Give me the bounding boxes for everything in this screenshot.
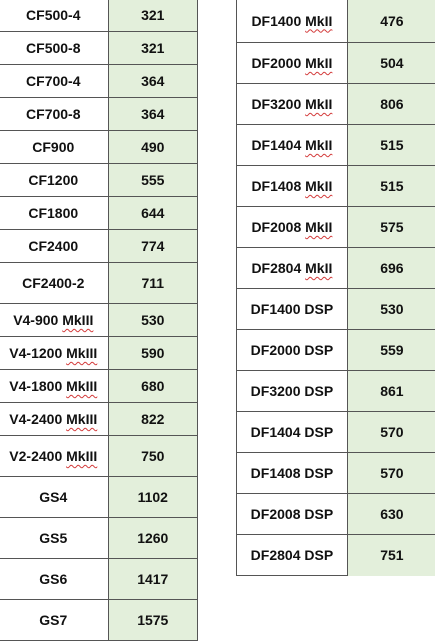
- model-value-cell: 1417: [108, 559, 197, 600]
- spellcheck-underline: MkIII: [66, 345, 97, 361]
- table-row: [0, 32, 198, 65]
- model-value-cell: 490: [108, 131, 197, 164]
- spellcheck-underline: MkIII: [66, 411, 97, 427]
- right-model-table-body: [237, 0, 435, 576]
- table-row: [237, 0, 435, 43]
- model-value-cell: 559: [347, 330, 435, 371]
- model-value-cell: 630: [347, 494, 435, 535]
- model-name-cell: CF700-8: [0, 98, 108, 131]
- model-name-cell: DF1404 MkII: [237, 125, 348, 166]
- model-name-cell: CF2400-2: [0, 263, 108, 304]
- model-name-cell: DF1400 MkII: [237, 0, 348, 43]
- model-name-cell: DF2000 MkII: [237, 43, 348, 84]
- model-name-cell: DF1408 MkII: [237, 166, 348, 207]
- model-value-cell: 680: [108, 370, 197, 403]
- spellcheck-underline: MkII: [305, 219, 332, 235]
- table-row: [237, 166, 435, 207]
- model-name-cell: V2-2400 MkIII: [0, 436, 108, 477]
- model-name-cell: CF700-4: [0, 65, 108, 98]
- model-value-cell: 515: [347, 125, 435, 166]
- table-row: [0, 370, 198, 403]
- model-name-cell: V4-1200 MkIII: [0, 337, 108, 370]
- table-row: [237, 207, 435, 248]
- table-row: [0, 600, 198, 641]
- table-row: [0, 559, 198, 600]
- model-value-cell: 321: [108, 32, 197, 65]
- model-value-cell: 1575: [108, 600, 197, 641]
- model-name-cell: DF3200 MkII: [237, 84, 348, 125]
- model-value-cell: 774: [108, 230, 197, 263]
- model-name-cell: DF2804 MkII: [237, 248, 348, 289]
- model-value-cell: 644: [108, 197, 197, 230]
- table-row: [0, 65, 198, 98]
- spellcheck-underline: MkIII: [62, 312, 93, 328]
- model-name-cell: CF500-4: [0, 0, 108, 32]
- model-value-cell: 861: [347, 371, 435, 412]
- model-name-cell: DF2008 DSP: [237, 494, 348, 535]
- table-row: [237, 248, 435, 289]
- model-name-cell: V4-2400 MkIII: [0, 403, 108, 436]
- right-model-table: [236, 0, 435, 576]
- model-value-cell: 504: [347, 43, 435, 84]
- model-value-cell: 711: [108, 263, 197, 304]
- model-name-cell: V4-900 MkIII: [0, 304, 108, 337]
- table-row: [237, 412, 435, 453]
- model-name-cell: GS7: [0, 600, 108, 641]
- table-row: [237, 84, 435, 125]
- table-row: [0, 304, 198, 337]
- model-name-cell: CF1800: [0, 197, 108, 230]
- model-name-cell: GS6: [0, 559, 108, 600]
- table-row: [0, 263, 198, 304]
- table-row: [237, 330, 435, 371]
- spellcheck-underline: MkIII: [66, 378, 97, 394]
- model-value-cell: 696: [347, 248, 435, 289]
- spellcheck-underline: MkII: [305, 137, 332, 153]
- model-name-cell: V4-1800 MkIII: [0, 370, 108, 403]
- model-name-cell: DF2804 DSP: [237, 535, 348, 576]
- spellcheck-underline: MkII: [305, 178, 332, 194]
- model-name-cell: DF3200 DSP: [237, 371, 348, 412]
- table-row: [237, 535, 435, 576]
- model-value-cell: 1260: [108, 518, 197, 559]
- model-name-cell: DF2008 MkII: [237, 207, 348, 248]
- table-row: [0, 0, 198, 32]
- model-name-cell: DF1400 DSP: [237, 289, 348, 330]
- model-value-cell: 515: [347, 166, 435, 207]
- model-name-cell: DF1408 DSP: [237, 453, 348, 494]
- model-value-cell: 530: [347, 289, 435, 330]
- model-name-cell: CF2400: [0, 230, 108, 263]
- table-row: [0, 98, 198, 131]
- model-value-cell: 555: [108, 164, 197, 197]
- model-value-cell: 750: [108, 436, 197, 477]
- table-row: [237, 289, 435, 330]
- table-row: [0, 230, 198, 263]
- table-row: [0, 164, 198, 197]
- model-value-cell: 476: [347, 0, 435, 43]
- table-row: [237, 125, 435, 166]
- model-value-cell: 806: [347, 84, 435, 125]
- model-value-cell: 364: [108, 98, 197, 131]
- model-name-cell: DF2000 DSP: [237, 330, 348, 371]
- model-name-cell: CF500-8: [0, 32, 108, 65]
- model-value-cell: 570: [347, 453, 435, 494]
- spellcheck-underline: MkII: [305, 55, 332, 71]
- model-name-cell: GS5: [0, 518, 108, 559]
- table-row: [0, 518, 198, 559]
- table-row: [0, 197, 198, 230]
- model-name-cell: GS4: [0, 477, 108, 518]
- model-value-cell: 364: [108, 65, 197, 98]
- model-name-cell: DF1404 DSP: [237, 412, 348, 453]
- spellcheck-underline: MkII: [305, 13, 332, 29]
- spellcheck-underline: MkIII: [66, 448, 97, 464]
- model-value-cell: 1102: [108, 477, 197, 518]
- spellcheck-underline: MkII: [305, 96, 332, 112]
- model-name-cell: CF1200: [0, 164, 108, 197]
- table-row: [0, 403, 198, 436]
- model-value-cell: 570: [347, 412, 435, 453]
- spellcheck-underline: MkII: [305, 260, 332, 276]
- model-value-cell: 822: [108, 403, 197, 436]
- model-name-cell: CF900: [0, 131, 108, 164]
- table-row: [0, 436, 198, 477]
- model-value-cell: 590: [108, 337, 197, 370]
- model-value-cell: 575: [347, 207, 435, 248]
- table-row: [237, 494, 435, 535]
- table-row: [0, 477, 198, 518]
- table-row: [237, 453, 435, 494]
- table-row: [0, 337, 198, 370]
- model-value-cell: 751: [347, 535, 435, 576]
- model-value-cell: 530: [108, 304, 197, 337]
- table-row: [0, 131, 198, 164]
- table-row: [237, 43, 435, 84]
- left-model-table: [0, 0, 198, 641]
- table-row: [237, 371, 435, 412]
- left-model-table-body: [0, 0, 198, 641]
- model-value-cell: 321: [108, 0, 197, 32]
